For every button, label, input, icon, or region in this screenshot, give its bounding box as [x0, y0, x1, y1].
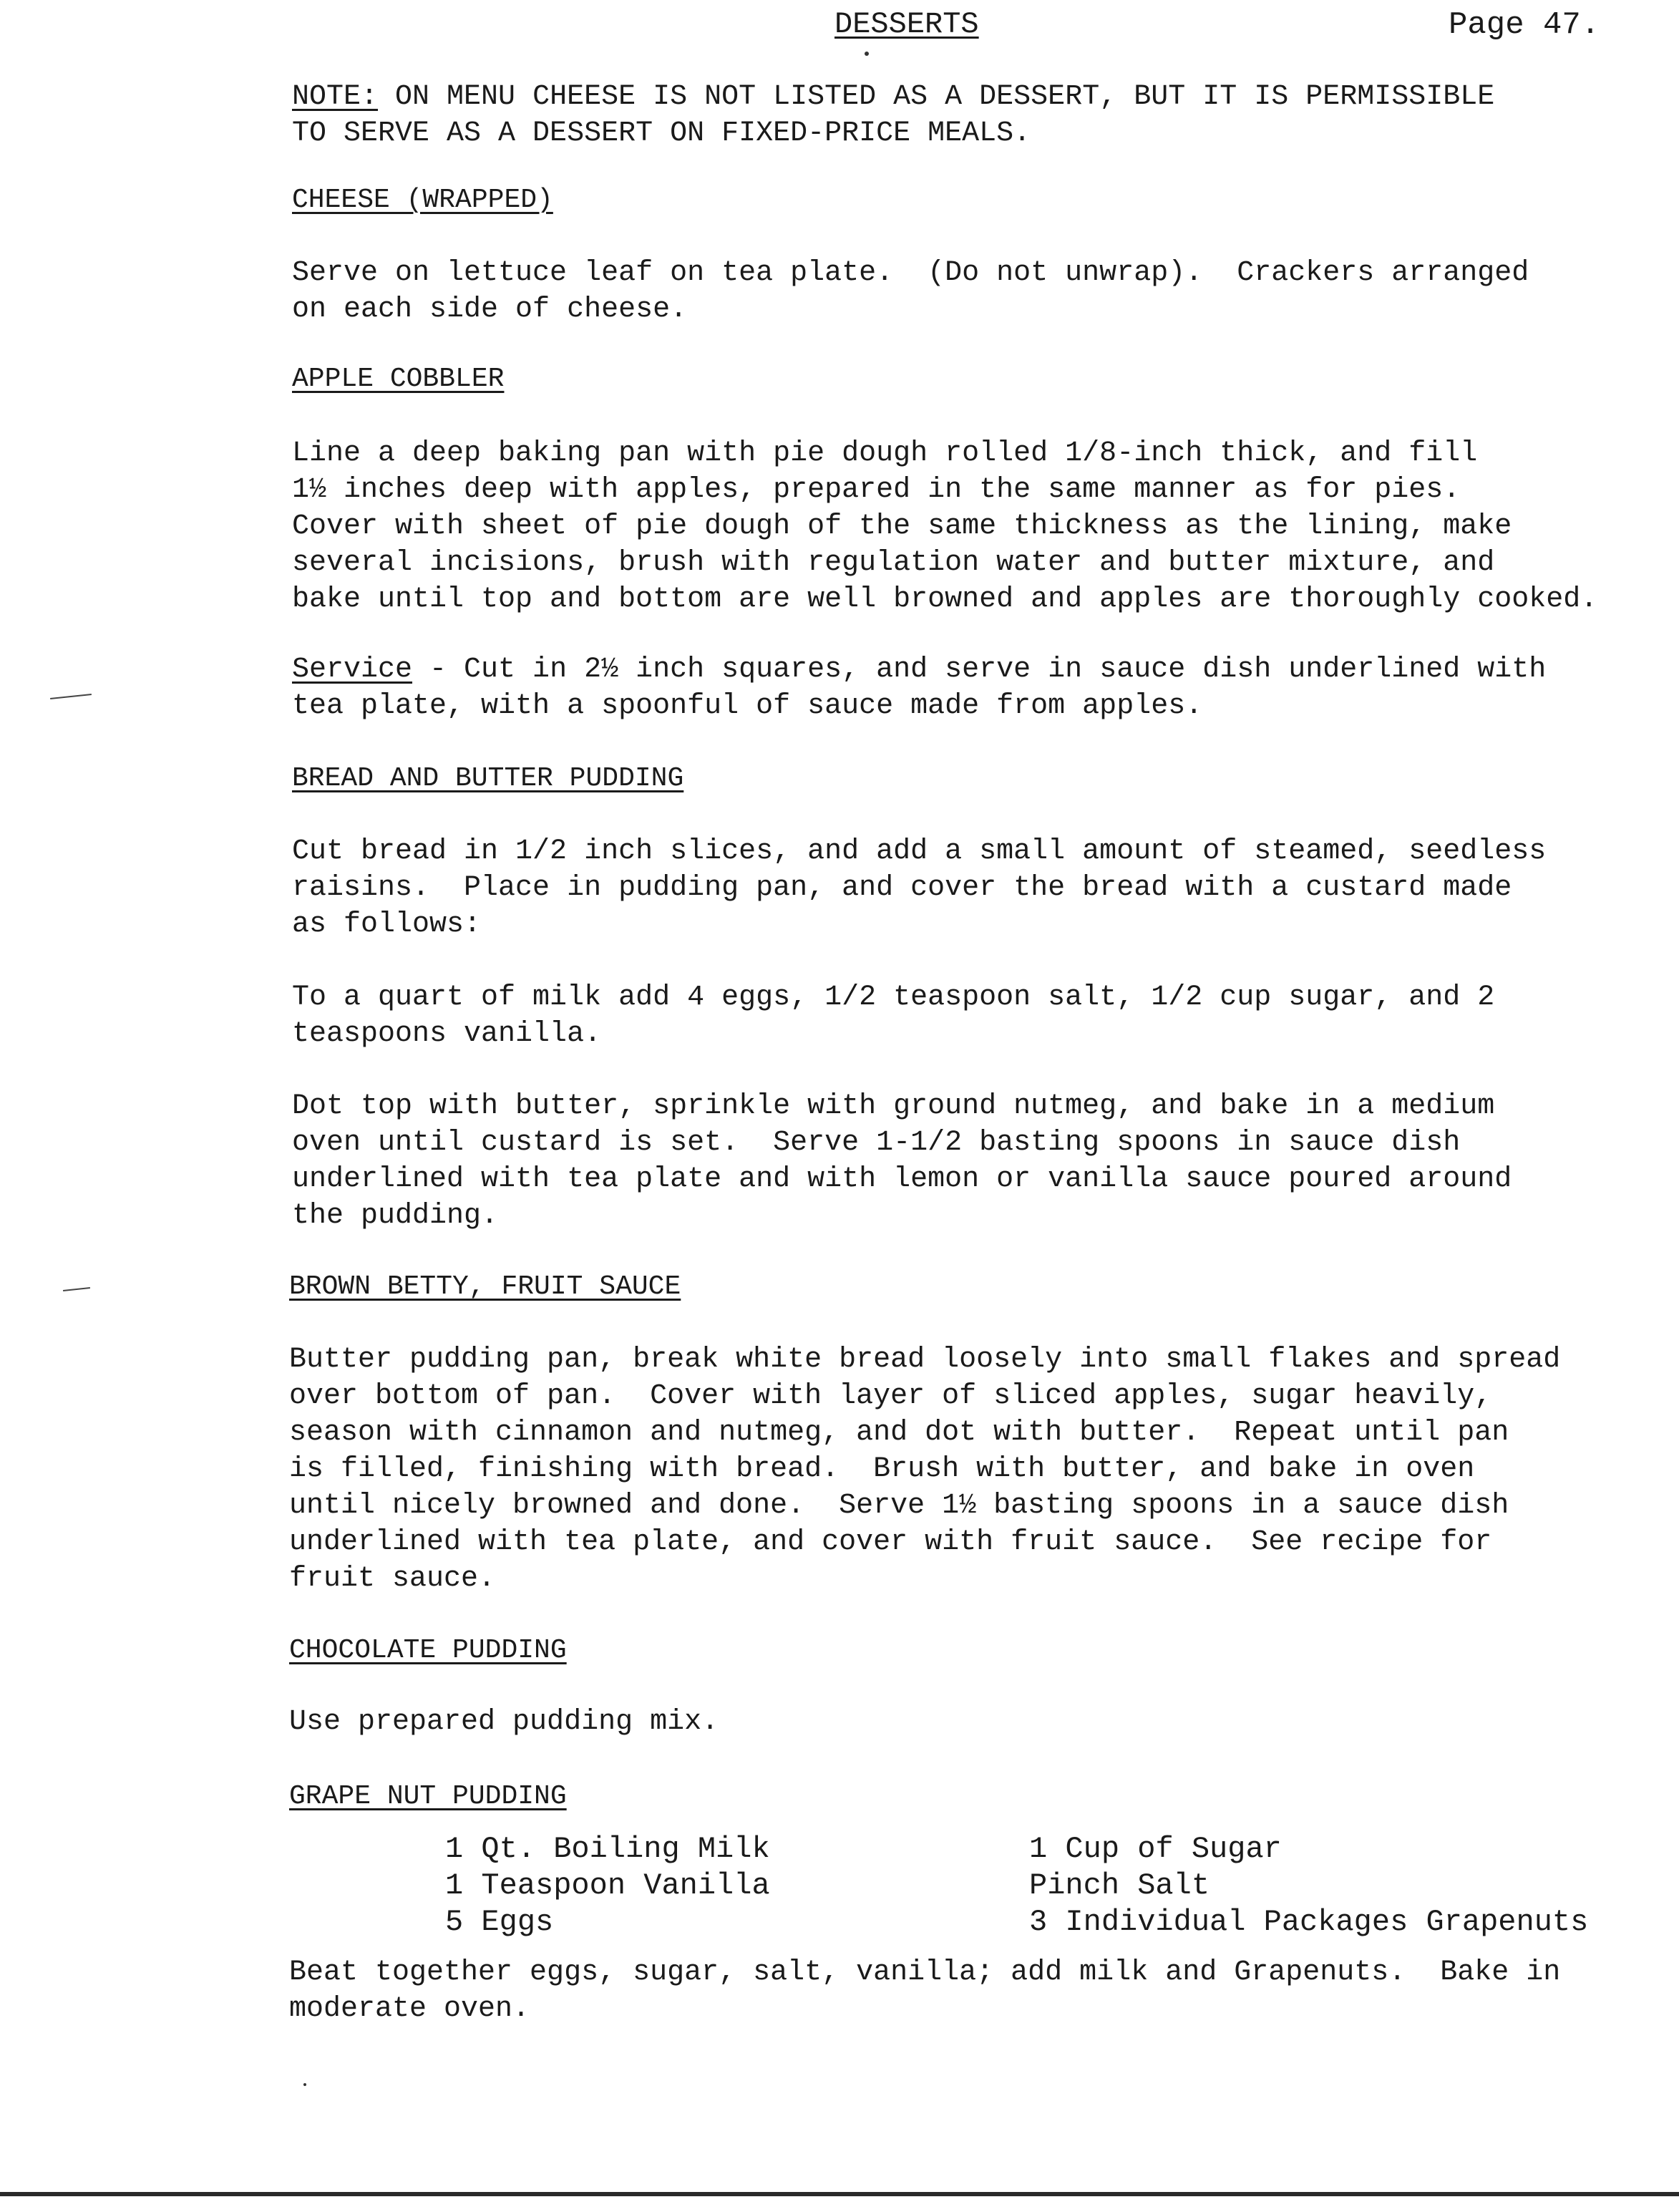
bread-butter-pudding-heading: BREAD AND BUTTER PUDDING: [292, 763, 684, 794]
chocolate-pudding-paragraph: Use prepared pudding mix.: [289, 1706, 719, 1738]
ingredients-right-column: [1029, 1831, 1588, 1941]
ingredient-item: 3 Individual Packages Grapenuts: [1029, 1905, 1589, 1939]
chocolate-pudding-heading: CHOCOLATE PUDDING: [289, 1635, 567, 1666]
note-line-1: ON MENU CHEESE IS NOT LISTED AS A DESSERT, BUT IT IS PERMISSIBLE: [378, 81, 1495, 113]
page-title: DESSERTS: [834, 7, 979, 42]
grape-nut-paragraph: Beat together eggs, sugar, salt, vanilla; add milk and Grapenuts. Bake in moderate oven.: [289, 1956, 1561, 2025]
brown-betty-heading: BROWN BETTY, FRUIT SAUCE: [289, 1271, 681, 1302]
note-line-2: TO SERVE AS A DESSERT ON FIXED-PRICE MEALS.: [292, 117, 1031, 150]
ingredients-left-column: [445, 1831, 770, 1941]
apple-cobbler-heading: APPLE COBBLER: [292, 364, 505, 394]
service-line-1: - Cut in 2½ inch squares, and serve in sauce dish underlined with: [412, 654, 1547, 686]
apple-cobbler-paragraph: Line a deep baking pan with pie dough rolled 1/8-inch thick, and fill 1½ inches deep with apples, prepared in the same manner as for pies. Cover with sheet of pie dough of the same thickness as the lining, make several incisions, brush with regulation water and butter mixture, and bake until top and bottom are well browned and apples are thoroughly cooked.: [292, 437, 1598, 616]
page-number: Page 47.: [1449, 7, 1600, 43]
ingredient-item: 1 Qt. Boiling Milk: [445, 1832, 770, 1866]
bread-butter-paragraph-2: To a quart of milk add 4 eggs, 1/2 teaspoon salt, 1/2 cup sugar, and 2 teaspoons vanilla.: [292, 981, 1495, 1050]
grape-nut-pudding-heading: GRAPE NUT PUDDING: [289, 1781, 567, 1812]
ingredient-item: 5 Eggs: [445, 1905, 554, 1939]
page-bottom-edge: [0, 2191, 1679, 2198]
service-line-2: tea plate, with a spoonful of sauce made from apples.: [292, 690, 1203, 722]
margin-mark: [63, 1287, 90, 1291]
cheese-heading: CHEESE (WRAPPED): [292, 185, 553, 215]
ingredient-item: 1 Teaspoon Vanilla: [445, 1868, 770, 1903]
ingredient-item: Pinch Salt: [1029, 1868, 1210, 1903]
speck-mark: [303, 2083, 306, 2086]
note-paragraph: [292, 79, 1494, 152]
apple-cobbler-service: [292, 651, 1546, 724]
note-label: NOTE:: [292, 81, 379, 113]
bread-butter-paragraph-3: Dot top with butter, sprinkle with ground nutmeg, and bake in a medium oven until custard is set. Serve 1-1/2 basting spoons in sauce dish underlined with tea plate and with lemon or vanilla sauce poured around the pudding.: [292, 1090, 1512, 1232]
cheese-paragraph: Serve on lettuce leaf on tea plate. (Do not unwrap). Crackers arranged on each side of cheese.: [292, 257, 1529, 326]
service-label: Service: [292, 654, 413, 686]
ingredient-item: 1 Cup of Sugar: [1029, 1832, 1282, 1866]
margin-mark: [50, 694, 92, 699]
bread-butter-paragraph-1: Cut bread in 1/2 inch slices, and add a small amount of steamed, seedless raisins. Place in pudding pan, and cover the bread with a custard made as follows:: [292, 835, 1547, 941]
brown-betty-paragraph: Butter pudding pan, break white bread loosely into small flakes and spread over bottom of pan. Cover with layer of sliced apples, sugar heavily, season with cinnamon and nutmeg, and dot with butter. Repeat until pan is filled, finishing with bread. Brush with butter, and bake in oven until nicely browned and done. Serve 1½ basting spoons in a sauce dish underlined with tea plate, and cover with fruit sauce. See recipe for fruit sauce.: [289, 1344, 1561, 1595]
speck-mark: [865, 52, 869, 56]
